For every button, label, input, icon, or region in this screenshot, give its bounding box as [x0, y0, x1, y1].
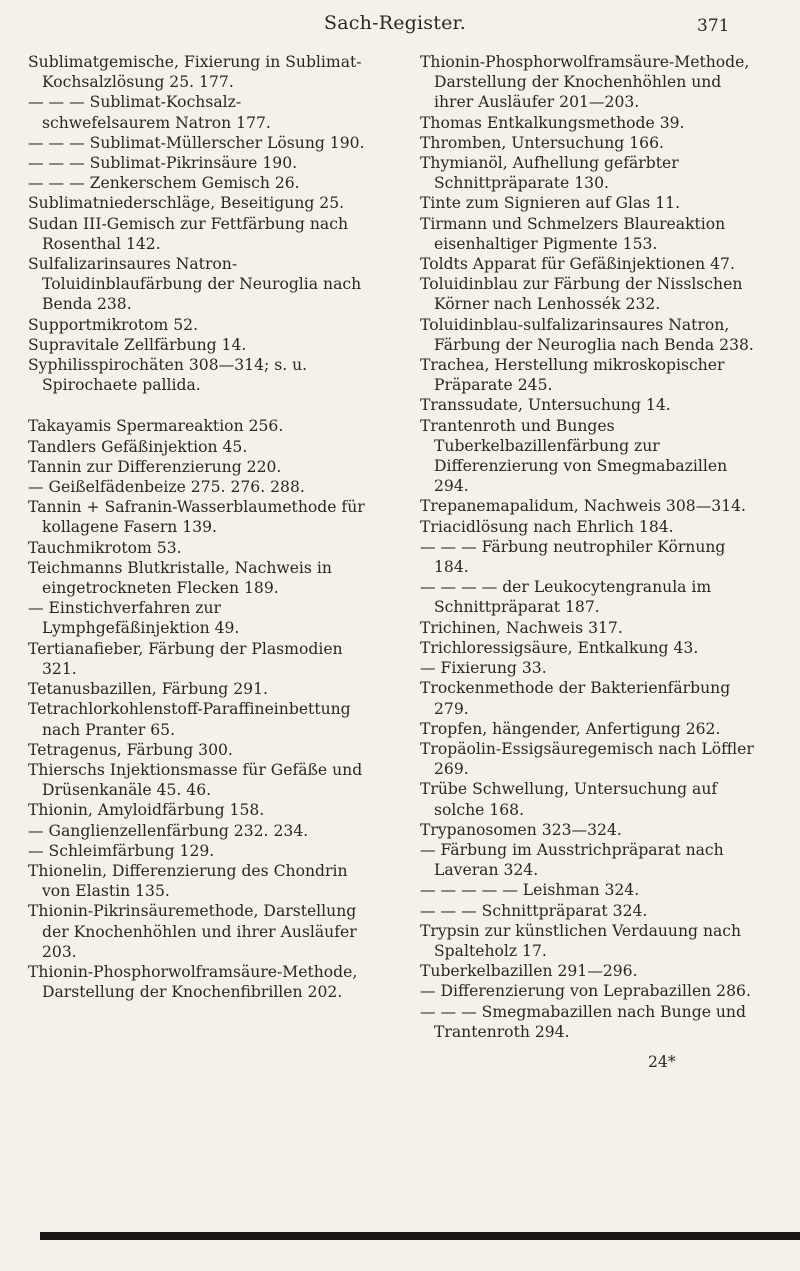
- page-header: [0, 6, 800, 34]
- index-entry: Thionin-Pikrinsäuremethode, Darstellung der Knochenhöhlen und ihrer Ausläufer 203.: [28, 902, 357, 961]
- index-entry: Tirmann und Schmelzers Blaureaktion eisenhaltiger Pigmente 153.: [420, 214, 726, 253]
- index-entry: Syphilisspirochäten 308—314; s. u. Spirochaete pallida.: [28, 356, 308, 395]
- index-entry: — — — — der Leukocytengranula im Schnittpräparat 187.: [420, 578, 712, 617]
- index-entry: Tinte zum Signieren auf Glas 11.: [420, 194, 681, 213]
- right-column: [420, 52, 760, 1042]
- index-entry: Tropäolin-Essigsäuregemisch nach Löffler 269.: [420, 739, 754, 779]
- index-entry: Thierschs Injektionsmasse für Gefäße und Drüsenkanäle 45. 46.: [28, 760, 363, 800]
- index-entry: Thionin-Phosphorwolframsäure-Methode, Darstellung der Knochenhöhlen und ihrer Ausläufer 201—203.: [420, 53, 750, 112]
- running-title: Sach-Register.: [324, 12, 466, 34]
- index-entry: — — — Schnittpräparat 324.: [420, 901, 648, 920]
- index-entry: Toluidinblau zur Färbung der Nisslschen Körner nach Lenhossék 232.: [420, 275, 743, 314]
- index-entry: Trichinen, Nachweis 317.: [420, 618, 623, 637]
- index-entry: Thymianöl, Aufhellung gefärbter Schnittpräparate 130.: [420, 154, 679, 193]
- left-column: [28, 52, 368, 1002]
- index-entry: Trypsin zur künstlichen Verdauung nach Spalteholz 17.: [420, 921, 742, 960]
- index-entry: Tetanusbazillen, Färbung 291.: [28, 680, 268, 699]
- index-entry: — Einstichverfahren zur Lymphgefäßinjektion 49.: [28, 599, 240, 638]
- index-entry: Trypanosomen 323—324.: [420, 820, 622, 839]
- index-entry: Takayamis Spermareaktion 256.: [28, 417, 284, 436]
- page-number: 371: [697, 16, 730, 36]
- index-entry: — — — Zenkerschem Gemisch 26.: [28, 174, 300, 193]
- index-entry: Sulfalizarinsaures Natron-Toluidinblaufärbung der Neuroglia nach Benda 238.: [28, 255, 362, 314]
- index-entry: — — — Smegmabazillen nach Bunge und Trantenroth 294.: [420, 1002, 746, 1041]
- index-entry: Trantenroth und Bunges Tuberkelbazillenfärbung zur Differenzierung von Smegmabazillen 294.: [420, 416, 728, 496]
- index-entry: Trepanemapalidum, Nachweis 308—314.: [420, 497, 747, 516]
- index-entry: — Färbung im Ausstrichpräparat nach Laveran 324.: [420, 840, 724, 880]
- index-entry: Thionin, Amyloidfärbung 158.: [28, 801, 265, 820]
- signature-mark: 24*: [648, 1053, 676, 1071]
- index-entry: Transsudate, Untersuchung 14.: [420, 396, 671, 415]
- index-entry: Sublimatgemische, Fixierung in Sublimat-Kochsalzlösung 25. 177.: [28, 53, 362, 92]
- index-entry: Supportmikrotom 52.: [28, 315, 199, 334]
- index-entry: Trockenmethode der Bakterienfärbung 279.: [420, 679, 731, 718]
- index-entry: Trübe Schwellung, Untersuchung auf solche 168.: [420, 780, 718, 819]
- index-entry: — — — Sublimat-Pikrinsäure 190.: [28, 154, 298, 173]
- index-entry: Sudan III-Gemisch zur Fettfärbung nach Rosenthal 142.: [28, 214, 348, 253]
- index-entry: Teichmanns Blutkristalle, Nachweis in eingetrockneten Flecken 189.: [28, 558, 332, 598]
- page-bottom-rule: [40, 1232, 800, 1240]
- index-entry: Tandlers Gefäßinjektion 45.: [28, 437, 248, 456]
- index-entry: — Differenzierung von Leprabazillen 286.: [420, 982, 751, 1001]
- index-entry: Tropfen, hängender, Anfertigung 262.: [420, 719, 721, 738]
- index-entry: Tetragenus, Färbung 300.: [28, 740, 233, 759]
- index-entry: Sublimatniederschläge, Beseitigung 25.: [28, 194, 345, 213]
- index-entry: Tetrachlorkohlenstoff-Paraffineinbettung nach Pranter 65.: [28, 700, 351, 739]
- index-entry: — — — Sublimat-Müllerscher Lösung 190.: [28, 133, 365, 152]
- index-entry: Triacidlösung nach Ehrlich 184.: [420, 517, 674, 536]
- index-entry: — — — Sublimat-Kochsalz-schwefelsaurem Natron 177.: [28, 93, 271, 132]
- index-entry: Tannin + Safranin-Wasserblaumethode für kollagene Fasern 139.: [28, 498, 365, 537]
- index-entry: Tuberkelbazillen 291—296.: [420, 962, 638, 981]
- index-entry: Trachea, Herstellung mikroskopischer Präparate 245.: [420, 356, 725, 395]
- index-entry: Toldts Apparat für Gefäßinjektionen 47.: [420, 255, 735, 274]
- index-entry: Thionin-Phosphorwolframsäure-Methode, Darstellung der Knochenfibrillen 202.: [28, 962, 358, 1002]
- index-entry: Tertianafieber, Färbung der Plasmodien 321.: [28, 639, 343, 678]
- index-entry: Thromben, Untersuchung 166.: [420, 133, 664, 152]
- index-entry: — — — — — Leishman 324.: [420, 881, 640, 900]
- index-entry: — Schleimfärbung 129.: [28, 841, 215, 860]
- index-entry: Thomas Entkalkungsmethode 39.: [420, 113, 685, 132]
- index-entry: Thionelin, Differenzierung des Chondrin von Elastin 135.: [28, 861, 348, 901]
- index-entry: Toluidinblau-sulfalizarinsaures Natron, Färbung der Neuroglia nach Benda 238.: [420, 315, 754, 354]
- index-entry: Tauchmikrotom 53.: [28, 538, 182, 557]
- index-entry: Supravitale Zellfärbung 14.: [28, 335, 247, 354]
- index-entry: — Geißelfädenbeize 275. 276. 288.: [28, 478, 305, 497]
- index-entry: Tannin zur Differenzierung 220.: [28, 457, 282, 476]
- index-entry: — — — Färbung neutrophiler Körnung 184.: [420, 537, 726, 577]
- index-entry: — Ganglienzellenfärbung 232. 234.: [28, 821, 309, 840]
- index-entry: — Fixierung 33.: [420, 659, 547, 678]
- index-entry: Trichloressigsäure, Entkalkung 43.: [420, 638, 699, 657]
